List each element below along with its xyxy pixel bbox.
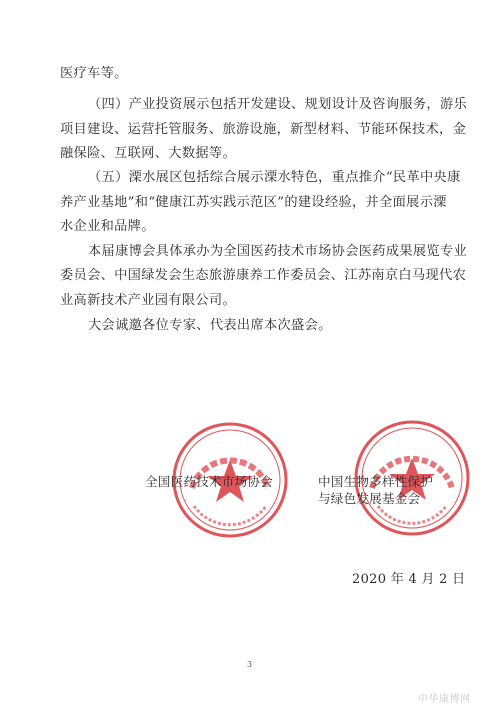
body-line-4: 融保险、互联网、大数据等。: [60, 146, 236, 161]
body-line-7: 水企业和品牌。: [60, 219, 155, 234]
right-organization-signature-line-2: 与绿色发展基金会: [318, 491, 421, 506]
right-organization-signature-line-1: 中国生物多样性保护: [318, 474, 434, 489]
body-line-2: （四）产业投资展示包括开发建设、规划设计及咨询服务，游乐: [88, 97, 468, 112]
body-line-9: 委员会、中国绿发会生态旅游康养工作委员会、江苏南京白马现代农: [60, 268, 467, 283]
body-line-6: 养产业基地”和“健康江苏实践示范区”的建设经验，并全面展示溧: [60, 195, 447, 210]
body-line-8: 本届康博会具体承办为全国医药技术市场协会医药成果展览专业: [88, 244, 468, 259]
watermark: 中华康博网: [418, 694, 471, 705]
left-organization-signature: 全国医药技术市场协会: [145, 474, 273, 489]
page-number: 3: [247, 660, 253, 669]
document-date: 2020 年 4 月 2 日: [352, 572, 466, 587]
body-line-1: 医疗车等。: [60, 66, 128, 81]
body-line-5: （五）溧水展区包括综合展示溧水特色，重点推介“民革中央康: [88, 170, 461, 185]
body-line-3: 项目建设、运营托管服务、旅游设施，新型材料、节能环保技术，金: [60, 122, 467, 137]
body-line-10: 业高新技术产业园有限公司。: [60, 293, 236, 308]
body-line-11: 大会诚邀各位专家、代表出席本次盛会。: [88, 318, 332, 333]
